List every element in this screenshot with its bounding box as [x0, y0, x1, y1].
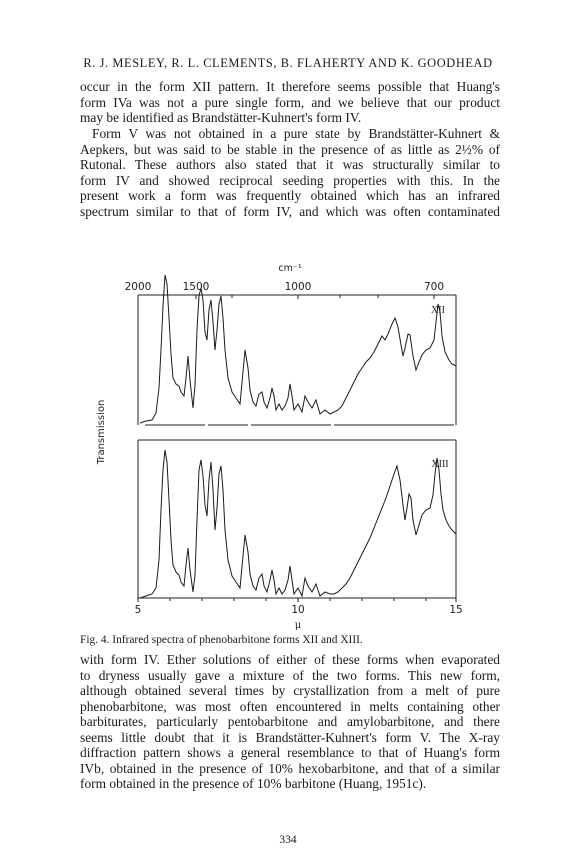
- top-tick-label: 2000: [124, 281, 152, 293]
- text-line: spectrum similar to that of form IV, and which was often contaminated: [80, 203, 500, 219]
- figure-caption: Fig. 4. Infrared spectra of phenobarbitone forms XII and XIII.: [80, 634, 363, 646]
- page-number: 334: [279, 834, 297, 846]
- text-line: Form V was not obtained in a pure state by Brandstätter-Kuhnert &: [92, 126, 500, 141]
- bottom-axis-ticks: [138, 598, 456, 602]
- text-line: form obtained in the presence of 10% barbitone (Huang, 1951c).: [80, 776, 427, 791]
- panel-label-xiii: XIII: [431, 459, 449, 470]
- text-line: Aepkers, but was said to be stable in the presence of as little as 2½% of: [80, 141, 500, 157]
- text-line: although obtained several times by crystallization from a melt of pure: [80, 683, 500, 698]
- bottom-tick-label: 15: [449, 604, 463, 616]
- panel-label-xii: XII: [431, 305, 445, 316]
- text-line: seems little doubt that it is Brandstätter-Kuhnert's form V. The X-ray: [80, 729, 500, 745]
- text-line: to dryness usually gave a mixture of the two forms. This new form,: [80, 667, 500, 683]
- running-header: R. J. MESLEY, R. L. CLEMENTS, B. FLAHERTY AND K. GOODHEAD: [83, 56, 493, 70]
- text-line: Rutonal. These authors also stated that it was structurally similar to: [80, 157, 500, 172]
- top-axis-unit: cm⁻¹: [278, 263, 302, 274]
- top-axis-ticks: [196, 295, 434, 299]
- text-line: phenobarbitone, was most often encountered in melts containing other: [80, 698, 500, 714]
- text-line: present work a form was frequently obtained which has an infrared: [80, 188, 500, 203]
- text-line: IVb, obtained in the presence of 10% hexobarbitone, and that of a similar: [80, 760, 500, 776]
- top-tick-label: 700: [423, 281, 445, 293]
- text-line: form IV and showed reciprocal seeding properties with this. In the: [80, 172, 500, 188]
- bottom-tick-label: 10: [291, 604, 305, 616]
- top-tick-label: 1500: [182, 281, 210, 293]
- text-line: with form IV. Ether solutions of either of these forms when evaporated: [80, 652, 500, 667]
- text-line: occur in the form XII pattern. It therefore seems possible that Huang's: [80, 79, 500, 94]
- text-line: barbiturates, particularly pentobarbitone and amylobarbitone, and there: [80, 714, 500, 729]
- text-line: form IVa was not a pure single form, and we believe that our product: [80, 94, 500, 110]
- bottom-tick-label: 5: [134, 604, 142, 616]
- text-line: diffraction pattern shows a general resemblance to that of Huang's form: [80, 745, 500, 760]
- bottom-axis-unit: μ: [294, 620, 302, 631]
- spectrum-xiii: [140, 450, 456, 598]
- top-tick-label: 1000: [284, 281, 312, 293]
- paragraph-3: [80, 652, 500, 792]
- text-line: may be identified as Brandstätter-Kuhnert's form IV.: [80, 110, 362, 125]
- y-axis-label: Transmission: [96, 399, 107, 465]
